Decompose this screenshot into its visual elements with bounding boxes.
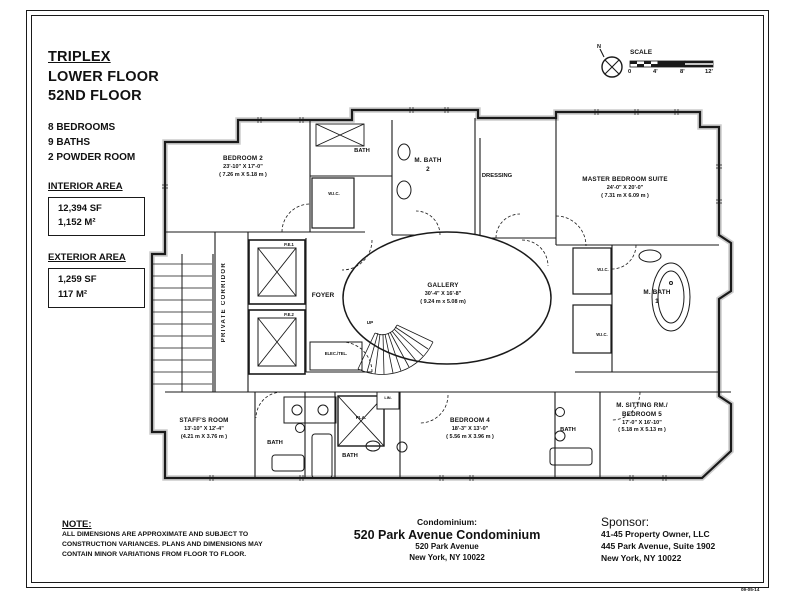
note-line-2: CONSTRUCTION VARIANCES. PLANS AND DIMENSIONS MAY — [62, 540, 263, 548]
master-sink — [639, 250, 661, 262]
feature-baths: 9 BATHS — [48, 136, 91, 148]
interior-area-label: INTERIOR AREA — [48, 180, 123, 192]
room-label-master-bedroom-suite — [582, 176, 668, 200]
feature-powder-rooms: 2 POWDER ROOM — [48, 151, 136, 163]
condominium-address-1: 520 Park Avenue — [415, 542, 479, 551]
stair-label-up: UP — [366, 320, 374, 325]
room-name: M. BATH — [643, 289, 671, 296]
closet-label-wic-top: W.I.C. — [328, 191, 340, 196]
room-name: STAFF'S ROOM — [179, 417, 229, 424]
room-label-bath-bottom-right: BATH — [560, 427, 576, 433]
elevator-shaft-2 — [249, 310, 305, 374]
room-dim-metric: (4.21 m X 3.76 m ) — [180, 433, 228, 440]
mbath2-sink — [397, 181, 411, 199]
condominium-address-2: New York, NY 10022 — [409, 552, 485, 562]
scale-tick-12: 12' — [705, 69, 713, 75]
room-label-sitting-room-bedroom-5 — [616, 402, 668, 435]
north-label: N — [597, 44, 601, 50]
toilet-bc — [397, 442, 407, 452]
room-dim: 24'-0" X 20'-0" — [606, 184, 644, 191]
condominium-block — [354, 517, 541, 564]
mbath2-toilet — [398, 144, 410, 160]
scale-tick-4: 4' — [653, 69, 658, 75]
room-label-bedroom-4 — [446, 417, 494, 441]
room-label-master-bath-2 — [414, 157, 441, 175]
closet-label-wic-1: W.I.C. — [597, 267, 609, 272]
plan-title-triplex: TRIPLEX — [48, 49, 111, 65]
plan-title-lower-floor: LOWER FLOOR — [48, 68, 159, 85]
north-compass-icon — [600, 49, 622, 77]
room-label-dressing: DRESSING — [481, 173, 513, 179]
room-name: BEDROOM 4 — [450, 417, 490, 424]
closet-elec-tel — [310, 342, 362, 370]
room-dim-metric: ( 7.31 m X 6.09 m ) — [601, 192, 649, 199]
plan-title-52nd-floor: 52ND FLOOR — [48, 88, 142, 105]
closet-label-elec-tel: ELEC./TEL. — [324, 351, 348, 356]
room-name: M. SITTING RM./ — [616, 402, 668, 409]
room-label-foyer: FOYER — [311, 292, 335, 299]
date-stamp: 09-05-14 — [741, 587, 760, 592]
sponsor-name: 41-45 Property Owner, LLC — [601, 529, 710, 539]
room-dim: 18'-3" X 13'-0" — [451, 425, 489, 432]
interior-area-m2: 1,152 M² — [58, 217, 96, 229]
condominium-name: 520 Park Avenue Condominium — [353, 528, 541, 542]
feature-bedrooms: 8 BEDROOMS — [48, 121, 116, 133]
interior-area-sf: 12,394 SF — [58, 202, 102, 214]
scale-tick-8: 8' — [680, 69, 685, 75]
stair-run-left — [153, 254, 212, 392]
exterior-area-sf: 1,259 SF — [58, 274, 97, 286]
tub-bc — [312, 434, 332, 478]
room-dim: 30'-4" X 16'-8" — [424, 290, 462, 297]
note-line-3: CONTAIN MINOR VARIATIONS FROM FLOOR TO FLOOR. — [62, 550, 247, 558]
room-label-bath-bottom-left: BATH — [267, 440, 283, 446]
room-name: BEDROOM 2 — [223, 155, 263, 162]
shaft-label-pla: PLA. — [355, 415, 367, 420]
note-title: NOTE: — [62, 519, 92, 530]
room-label-bedroom-2 — [219, 155, 267, 179]
room-dim-metric: ( 5.18 m X 5.13 m ) — [618, 427, 666, 434]
sponsor-block — [601, 515, 715, 565]
exterior-area-m2: 117 M² — [58, 288, 88, 300]
closet-wic-2 — [573, 305, 611, 353]
tub-br — [550, 448, 592, 465]
elevator-label-pe1: P.E.1 — [284, 242, 294, 247]
room-label-master-bath-1 — [643, 289, 670, 307]
room-name: GALLERY — [427, 282, 459, 289]
room-number: 2 — [426, 165, 430, 173]
room-dim: 17'-0" X 16'-10" — [622, 419, 662, 426]
toilet-bl — [296, 424, 305, 433]
room-label-bath-top: BATH — [354, 148, 370, 154]
room-name: MASTER BEDROOM SUITE — [582, 176, 668, 183]
toilet-br — [556, 408, 565, 417]
sponsor-address-1: 445 Park Avenue, Suite 1902 — [601, 540, 716, 551]
room-dim-metric: ( 9.24 m x 5.08 m) — [420, 298, 466, 305]
room-dim-metric: ( 5.56 m X 3.96 m ) — [446, 433, 494, 440]
closet-label-wic-2: W.I.C. — [596, 332, 608, 337]
closet-wic-top — [312, 178, 354, 228]
room-dim: 23'-10" X 17'-0" — [223, 163, 263, 170]
room-name-2: BEDROOM 5 — [622, 410, 662, 418]
note-block — [62, 519, 272, 560]
condominium-label: Condominium: — [417, 517, 477, 527]
room-name: M. BATH — [414, 157, 442, 164]
room-dim: 13'-10" X 12'-4" — [184, 425, 224, 432]
room-label-staffs-room — [179, 417, 228, 441]
room-number: 1 — [655, 297, 659, 305]
room-label-gallery — [420, 282, 466, 306]
exterior-area-label: EXTERIOR AREA — [48, 252, 126, 264]
room-label-private-corridor: PRIVATE CORRIDOR — [221, 262, 227, 343]
sponsor-label: Sponsor: — [601, 515, 650, 529]
elevator-label-pe2: P.E.2 — [284, 312, 294, 317]
scale-bar — [630, 61, 713, 67]
tub-bl — [272, 455, 304, 471]
closet-label-lin: LIN. — [384, 395, 392, 400]
scale-tick-0: 0 — [628, 69, 632, 75]
note-line-1: ALL DIMENSIONS ARE APPROXIMATE AND SUBJECT TO — [62, 531, 249, 538]
scale-label: SCALE — [630, 49, 653, 56]
closet-crossed-top — [316, 124, 364, 146]
elevator-shaft-1 — [249, 240, 305, 304]
room-label-bath-bottom-center: BATH — [342, 453, 358, 459]
sponsor-address-2: New York, NY 10022 — [601, 552, 682, 563]
room-dim-metric: ( 7.26 m X 5.18 m ) — [219, 171, 267, 178]
